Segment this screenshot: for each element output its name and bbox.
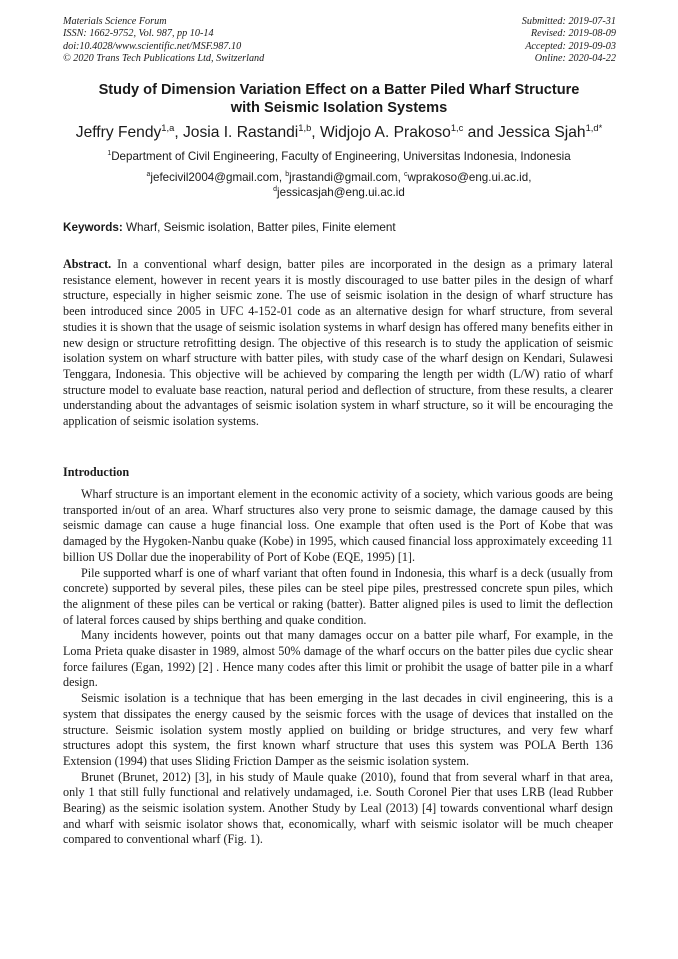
keywords-text: Wharf, Seismic isolation, Batter piles, Finite element	[122, 221, 396, 234]
journal-issn: ISSN: 1662-9752, Vol. 987, pp 10-14	[63, 28, 214, 40]
date-accepted: Accepted: 2019-09-03	[525, 40, 616, 52]
publication-dates	[522, 16, 616, 65]
date-revised: Revised: 2019-08-09	[530, 28, 616, 40]
date-submitted: Submitted: 2019-07-31	[521, 16, 616, 27]
abstract-text: In a conventional wharf design, batter piles are incorporated in the design as a primary lateral resistance element, however in recent years it is mostly discouraged to use batter piles in the design of wharf structure, especially in higher seismic zone. The use of seismic isolation in the design of wharf structure has been introduced since 2005 in UFC 4-152-01 code as an alternative design for wharf structure, from several studies it is shown that the usage of seismic isolation systems in wharf design has offered many benefits either in new design or structure retrofitting design. The objective of this research is to study the application of seismic isolation system on wharf structure with batter piles, with study case of the wharf design on Kendari, Sulawesi Tenggara, Indonesia. This objective will be achieved by comparing the length per width (L/W) ratio of wharf structure model to evaluate base reaction, natural period and deflection of structure, from these results, a clearer understanding about the advantages of seismic isolation system in wharf structure, so it will be encouraging the application of seismic isolation systems.	[63, 257, 613, 429]
keywords-label: Keywords:	[63, 221, 123, 234]
author-sup: 1,d*	[585, 122, 603, 133]
journal-copyright: © 2020 Trans Tech Publications Ltd, Switzerland	[63, 52, 265, 64]
author-separator: ,	[174, 124, 183, 141]
author-name: Jessica Sjah	[498, 124, 586, 141]
section-heading-introduction: Introduction	[63, 465, 130, 479]
email-link[interactable]: jrastandi@gmail.com,	[289, 171, 405, 184]
email-sup: b	[285, 171, 290, 179]
author-separator: and	[463, 124, 499, 141]
author-name: Josia I. Rastandi	[182, 124, 299, 141]
body-paragraph: Pile supported wharf is one of wharf variant that often found in Indonesia, this wharf is a deck (usually from concrete) supported by several piles, these piles can be steel pipe piles, prestressed concrete spun piles, which the alignment of these piles can be vertical or raking (batter). Batter aligned piles is used to limit the deflection of lateral forces caused by ships berthing and quake condition.	[63, 565, 613, 627]
journal-doi[interactable]: doi:10.4028/www.scientific.net/MSF.987.10	[63, 40, 242, 52]
author-name: Jeffry Fendy	[75, 124, 162, 141]
title-line-2: with Seismic Isolation Systems	[230, 100, 448, 116]
abstract	[63, 257, 613, 430]
author-separator: ,	[311, 124, 320, 141]
author-name: Widjojo A. Prakoso	[319, 124, 451, 141]
body-paragraph: Seismic isolation is a technique that has been emerging in the last decades in civil engineering, this is a system that dissipates the energy caused by the seismic forces with the usage of devices that installed on the structure. Seismic isolation system mostly applied on building or bridge structures, and very few wharf structures adopt this system, the first known wharf structure that uses this system was POLA Berth 136 Extension (1994) that uses Sliding Friction Damper as the seismic isolation system.	[63, 691, 613, 768]
email-link[interactable]: jessicasjah@eng.ui.ac.id	[277, 186, 405, 199]
keywords	[63, 220, 623, 235]
email-sup: d	[273, 186, 278, 194]
body-paragraph: Brunet (Brunet, 2012) [3], in his study of Maule quake (2010), found that from several wharf in that area, only 1 that still fully functional and relatively undamaged, i.e. South Coronel Pier that uses LRB (lead Rubber Bearing) as the seismic isolation system. Another Study by Leal (2013) [4] towards conventional wharf design and wharf with seismic isolator shows that, economically, wharf with seismic isolator will be much cheaper compared to conventional wharf (Fig. 1).	[63, 769, 613, 847]
abstract-label: Abstract.	[63, 257, 112, 271]
journal-info	[63, 16, 264, 65]
emails-line-1	[40, 170, 638, 185]
title-line-1: Study of Dimension Variation Effect on a Batter Piled Wharf Structure	[98, 82, 580, 98]
affiliation-text: Department of Civil Engineering, Faculty of Engineering, Universitas Indonesia, Indonesia	[111, 150, 571, 163]
author-list	[40, 123, 638, 143]
date-online: Online: 2020-04-22	[534, 52, 616, 64]
body-paragraph: Many incidents however, points out that many damages occur on a batter pile wharf, For example, in the Loma Prieta quake disaster in 1989, almost 50% damage of the wharf occurs on the batter piles due cyclic shear force failures (Egan, 1992) [2] . Hence many codes after this limit or prohibit the usage of batter pile in a wharf design.	[63, 628, 613, 690]
email-link[interactable]: jefecivil2004@gmail.com,	[150, 171, 286, 184]
emails-line-2	[40, 185, 638, 200]
email-sup: c	[404, 171, 408, 179]
email-sup: a	[146, 171, 151, 179]
introduction-body	[63, 487, 613, 848]
journal-name: Materials Science Forum	[63, 16, 167, 27]
paper-title	[40, 81, 638, 117]
author-sup: 1,a	[161, 122, 175, 133]
affiliation-sup: 1	[107, 150, 112, 158]
email-link[interactable]: wprakoso@eng.ui.ac.id,	[407, 171, 532, 184]
author-sup: 1,c	[450, 122, 464, 133]
author-sup: 1,b	[298, 122, 312, 133]
author-emails	[40, 170, 638, 200]
affiliation	[40, 150, 638, 164]
body-paragraph: Wharf structure is an important element in the economic activity of a society, which various goods are being transported in/out of an area. Wharf structures also very prone to seismic damage, the damage caused by this seismic damage can cause a huge financial loss. One example that often used is the Port of Kobe that was damaged by the Hygoken-Nanbu quake (Kobe) in 1995, which caused financial loss approximately exceeding 11 billion US Dollar due the inoperability of Port of Kobe (EQE, 1995) [1].	[63, 487, 613, 564]
